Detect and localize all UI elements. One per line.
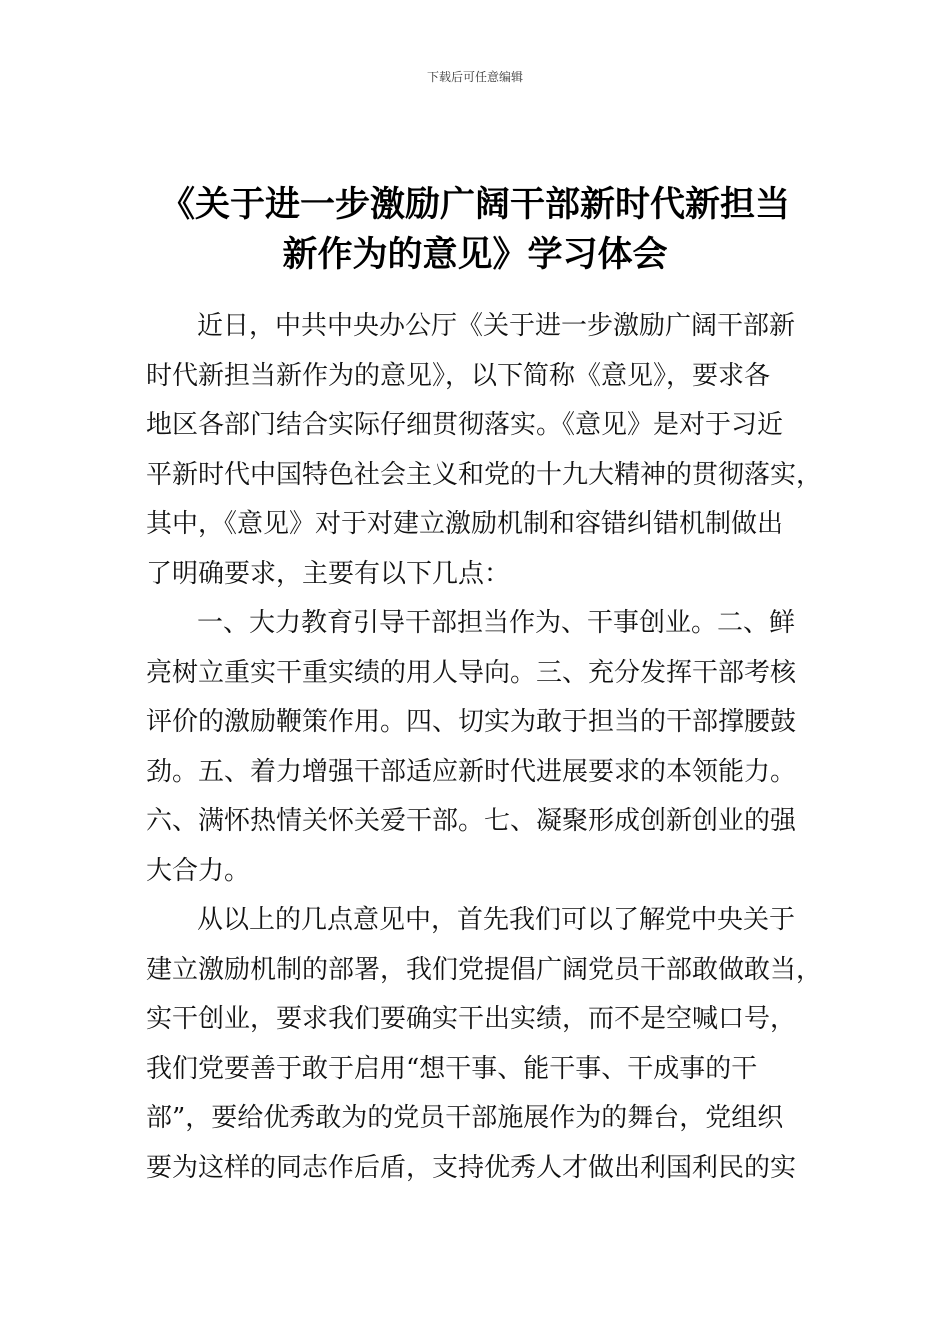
paragraph-3-line: 部”，要给优秀敢为的党员干部施展作为的舞台，党组织: [146, 1103, 784, 1133]
paragraph-2-line: 劲。五、着力增强干部适应新时代进展要求的本领能力。: [146, 756, 797, 787]
paragraph-1-line: 其中，《意见》对于对建立激励机制和容错纠错机制做出: [146, 509, 784, 539]
paragraph-3-line: 建立激励机制的部署，我们党提倡广阔党员干部敢做敢当，: [146, 954, 823, 985]
paragraph-2-line: 一、大力教育引导干部担当作为、干事创业。二、鲜: [197, 608, 796, 638]
document-body: [146, 302, 823, 1193]
title-line-1: 《关于进一步激励广阔干部新时代新担当: [159, 185, 790, 225]
paragraph-2-line: 大合力。: [146, 855, 251, 886]
page-header-note: 下载后可任意编辑: [426, 70, 523, 84]
paragraph-1-line: 了明确要求，主要有以下几点：: [146, 558, 511, 589]
paragraph-3-line: 要为这样的同志作后盾，支持优秀人才做出利国利民的实: [146, 1152, 797, 1183]
paragraph-2-line: 亮树立重实干重实绩的用人导向。三、充分发挥干部考核: [146, 657, 797, 688]
title-line-2: 新作为的意见》学习体会: [282, 235, 668, 275]
paragraph-2-line: 评价的激励鞭策作用。四、切实为敢于担当的干部撑腰鼓: [146, 707, 797, 737]
paragraph-3-line: 从以上的几点意见中，首先我们可以了解党中央关于: [197, 905, 796, 935]
paragraph-1-line: 近日，中共中央办公厅《关于进一步激励广阔干部新: [197, 311, 796, 341]
paragraph-2-line: 六、满怀热情关怀关爱干部。七、凝聚形成创新创业的强: [146, 806, 797, 836]
document-title: [100, 180, 850, 280]
paragraph-3-line: 我们党要善于敢于启用“想干事、能干事、干成事的干: [146, 1053, 758, 1084]
paragraph-3-line: 实干创业，要求我们要确实干出实绩，而不是空喊口号，: [146, 1004, 797, 1034]
paragraph-1-line: 时代新担当新作为的意见》，以下简称《意见》，要求各: [146, 360, 771, 391]
paragraph-1-line: 平新时代中国特色社会主义和党的十九大精神的贯彻落实，: [146, 459, 823, 490]
paragraph-1-line: 地区各部门结合实际仔细贯彻落实。《意见》是对于习近: [146, 410, 784, 440]
